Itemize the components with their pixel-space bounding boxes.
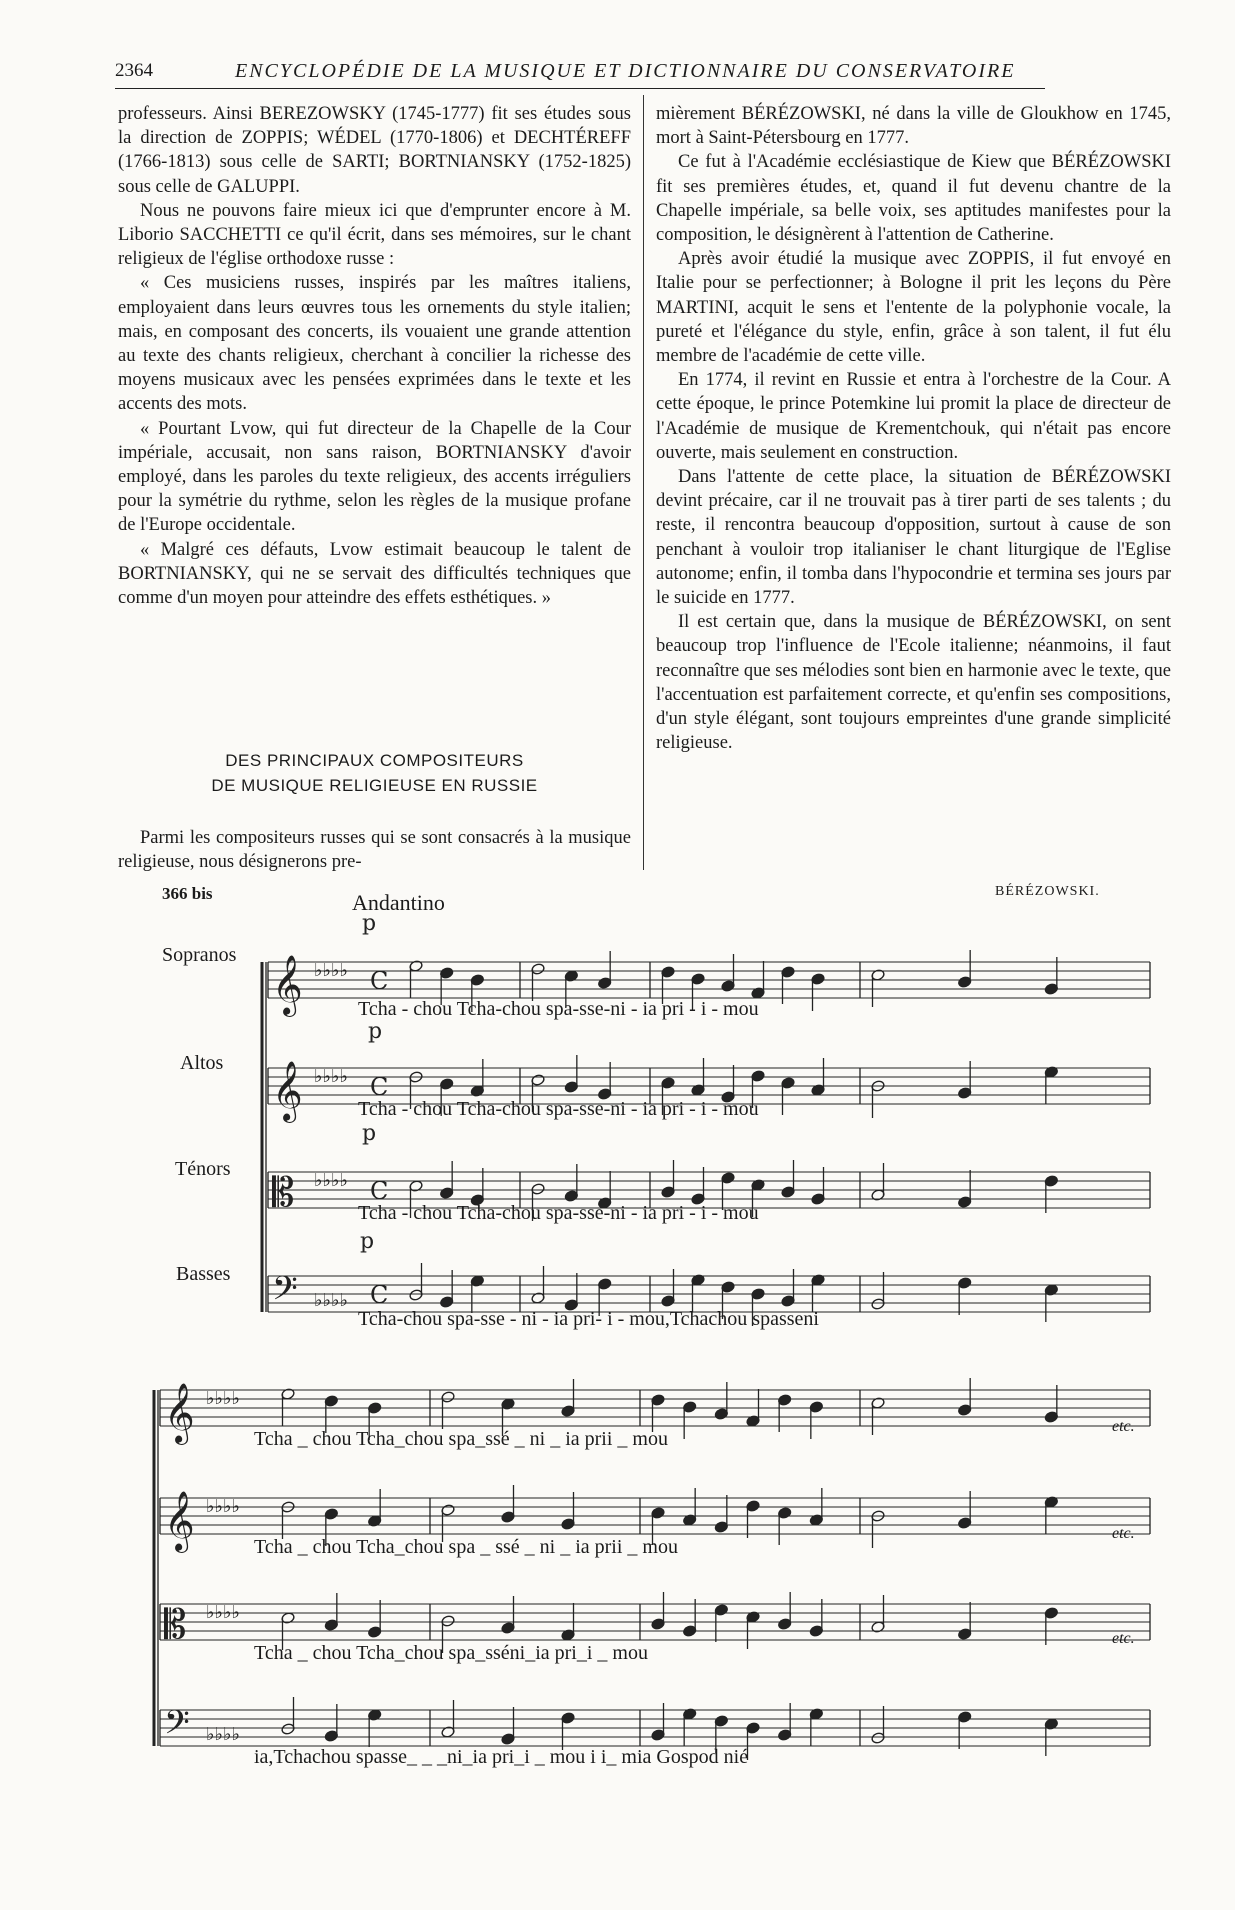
key-signature-flats: ♭♭♭♭ bbox=[314, 1170, 348, 1191]
key-signature-flats: ♭♭♭♭ bbox=[314, 1290, 348, 1311]
paragraph: Dans l'attente de cette place, la situation de BÉRÉZOWSKI devint précaire, car il ne trouvait pas à tirer parti de ses talents ; du reste, il rencontra beaucoup d'opposition, surtout à cause de son penchant à vouloir trop italianiser le chant liturgique de l'Eglise autonome; enfin, il tomba dans l'hypocondrie et termina ses jours par le suicide en 1777. bbox=[656, 467, 1171, 609]
key-signature-flats: ♭♭♭♭ bbox=[314, 1066, 348, 1087]
lyric-line: ia,Tchachou spasse_ _ _ni_ia pri_i _ mou i i_ mia Gospod nié bbox=[254, 1746, 749, 1768]
voice-label-altos: Altos bbox=[180, 1052, 224, 1074]
lyric-line: Tcha _ chou Tcha_chou spa_sséni_ia pri_i _ mou bbox=[254, 1642, 648, 1664]
lyric-line: Tcha-chou spa-sse - ni - ia pri- i - mou,Tchachou spasseni bbox=[358, 1308, 819, 1330]
section-title: DES PRINCIPAUX COMPOSITEURS DE MUSIQUE RELIGIEUSE EN RUSSIE bbox=[211, 751, 538, 795]
lyric-line: Tcha - chou Tcha-chou spa-sse-ni - ia pri - i - mou bbox=[358, 998, 759, 1020]
lyric-line: Tcha - chou Tcha-chou spa-sse-ni - ia pri - i - mou bbox=[358, 1202, 759, 1224]
paragraph: En 1774, il revint en Russie et entra à l'orchestre de la Cour. A cette époque, le prince Potemkine lui promit la place de directeur de l'Académie de musique de Krementchouk, qui n'était pas encore ouverte, mais seulement en construction. bbox=[656, 370, 1171, 463]
paragraph: « Ces musiciens russes, inspirés par les maîtres italiens, employaient dans leurs œuvres tous les ornements du style italien; mais, en composant des concerts, ils vouaient une grande attention au texte des chants religieux, cherchant à concilier la richesse des moyens musicaux avec les pensées exprimées dans le texte et les accents des mots. bbox=[118, 273, 631, 415]
time-signature: C bbox=[370, 1177, 389, 1205]
tenor-clef-icon: 𝄡 bbox=[164, 1602, 187, 1648]
key-signature-flats: ♭♭♭♭ bbox=[314, 960, 348, 981]
bass-clef-icon: 𝄢 bbox=[164, 1704, 190, 1750]
paragraph: Il est certain que, dans la musique de BÉRÉZOWSKI, on sent beaucoup trop l'influence de l'Ecole italienne; néanmoins, il faut reconnaître que ses mélodies sont bien en harmonie avec le texte, que l'accentuation est parfaitement correcte, et qu'enfin ses compositions, d'un style élégant, sont toujours empreintes d'une grande simplicité religieuse. bbox=[656, 612, 1171, 754]
treble-clef-icon: 𝄞 bbox=[164, 1491, 195, 1551]
treble-clef-icon: 𝄞 bbox=[164, 1383, 195, 1443]
voice-label-basses: Basses bbox=[176, 1263, 231, 1285]
lyric-line: Tcha _ chou Tcha_chou spa_ssé _ ni _ ia prii _ mou bbox=[254, 1428, 668, 1450]
voice-label-tenors: Ténors bbox=[175, 1158, 231, 1180]
paragraph: Après avoir étudié la musique avec ZOPPIS, il fut envoyé en Italie pour se perfectionner; à Bologne il prit les leçons du Père MARTINI, acquit le sens et l'entente de la polyphonie vocale, la pureté et l'élégance du style, enfin, grâce à son talent, il fut élu membre de l'académie de cette ville. bbox=[656, 249, 1171, 367]
voice-label-sopranos: Sopranos bbox=[162, 944, 237, 966]
key-signature-flats: ♭♭♭♭ bbox=[206, 1388, 240, 1409]
key-signature-flats: ♭♭♭♭ bbox=[206, 1496, 240, 1517]
treble-clef-icon: 𝄞 bbox=[272, 955, 303, 1015]
dynamic-marking: p bbox=[362, 911, 377, 936]
etc-mark: etc. bbox=[1112, 1525, 1135, 1542]
key-signature-flats: ♭♭♭♭ bbox=[206, 1602, 240, 1623]
time-signature: C bbox=[370, 1073, 389, 1101]
lyric-line: Tcha _ chou Tcha_chou spa _ ssé _ ni _ ia prii _ mou bbox=[254, 1536, 678, 1558]
paragraph: professeurs. Ainsi BEREZOWSKY (1745-1777) fit ses études sous la direction de ZOPPIS; WÉDEL (1770-1806) et DECHTÉREFF (1766-1813) sous celle de SARTI; BORTNIANSKY (1752-1825) sous celle de GALUPPI. bbox=[118, 104, 631, 197]
tenor-clef-icon: 𝄡 bbox=[272, 1170, 295, 1216]
treble-clef-icon: 𝄞 bbox=[272, 1061, 303, 1121]
dynamic-marking: p bbox=[360, 1229, 375, 1254]
paragraph: mièrement BÉRÉZOWSKI, né dans la ville de Gloukhow en 1745, mort à Saint-Pétersbourg en 1777. bbox=[656, 104, 1171, 149]
page-number: 2364 bbox=[115, 60, 153, 81]
key-signature-flats: ♭♭♭♭ bbox=[206, 1724, 240, 1745]
paragraph: Parmi les compositeurs russes qui se sont consacrés à la musique religieuse, nous désignerons pre- bbox=[118, 828, 631, 873]
etc-mark: etc. bbox=[1112, 1630, 1135, 1647]
example-number: 366 bis bbox=[162, 884, 213, 903]
time-signature: C bbox=[370, 967, 389, 995]
bass-clef-icon: 𝄢 bbox=[272, 1270, 298, 1316]
paragraph: Nous ne pouvons faire mieux ici que d'emprunter encore à M. Liborio SACCHETTI ce qu'il écrit, dans ses mémoires, sur le chant religieux de l'église orthodoxe russe : bbox=[118, 200, 631, 270]
composer-name: BÉRÉZOWSKI. bbox=[995, 884, 1100, 899]
dynamic-marking: p bbox=[368, 1019, 383, 1044]
tempo-marking: Andantino bbox=[352, 890, 445, 915]
etc-mark: etc. bbox=[1112, 1418, 1135, 1435]
paragraph: Ce fut à l'Académie ecclésiastique de Kiew que BÉRÉZOWSKI fit ses premières études, et, quand il fut devenu chantre de la Chapelle impériale, sa belle voix, ses aptitudes manifestes pour la composition, le désignèrent à l'attention de Catherine. bbox=[656, 152, 1171, 246]
paragraph: « Malgré ces défauts, Lvow estimait beaucoup le talent de BORTNIANSKY, qui ne se servait des difficultés techniques que comme d'un moyen pour atteindre des effets esthétiques. » bbox=[118, 539, 631, 609]
lyric-line: Tcha - chou Tcha-chou spa-sse-ni - ia pri - i - mou bbox=[358, 1098, 759, 1120]
running-title: ENCYCLOPÉDIE DE LA MUSIQUE ET DICTIONNAIRE DU CONSERVATOIRE bbox=[235, 60, 1016, 82]
time-signature: C bbox=[370, 1281, 389, 1309]
paragraph: « Pourtant Lvow, qui fut directeur de la Chapelle de la Cour impériale, accusait, non sans raison, BORTNIANSKY d'avoir employé, dans les paroles du texte religieux, des accents irréguliers pour la symétrie du rythme, selon les règles de la musique profane de l'Europe occidentale. bbox=[118, 418, 631, 536]
dynamic-marking: p bbox=[362, 1121, 377, 1146]
